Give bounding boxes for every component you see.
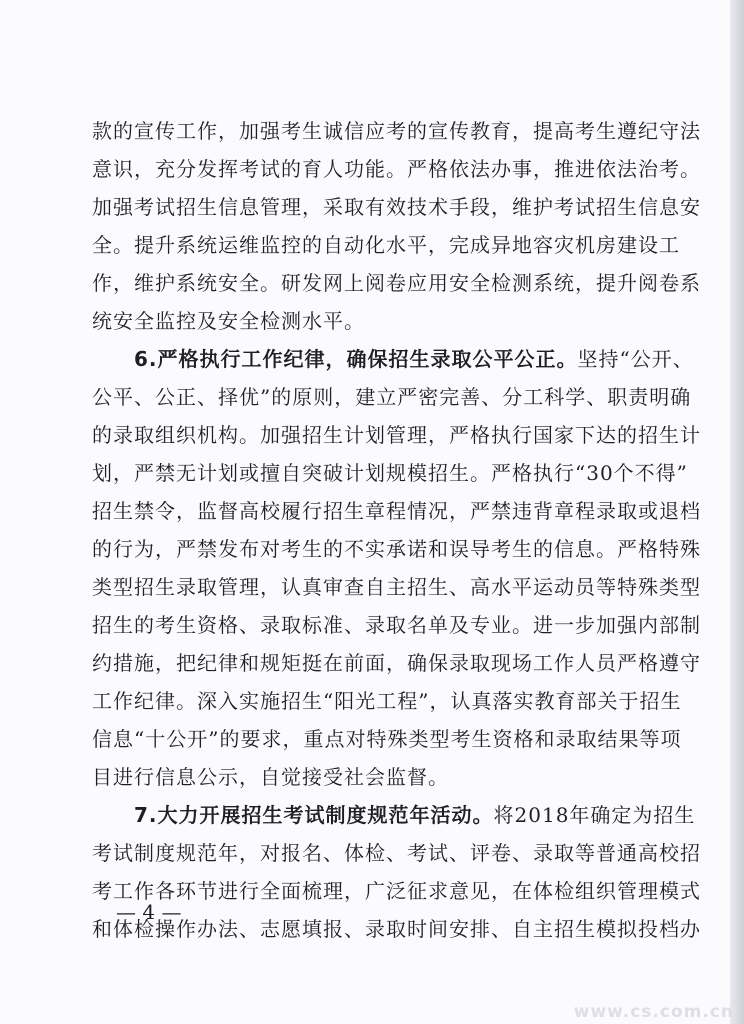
document-body xyxy=(92,112,701,948)
body-line: 工作纪律。深入实施招生“阳光工程”，认真落实教育部关于招生 xyxy=(92,689,682,713)
body-line: 考试制度规范年，对报名、体检、考试、评卷、录取等普通高校招 xyxy=(92,841,701,865)
body-line: 统安全监控及安全检测水平。 xyxy=(92,309,365,333)
body-line: 考工作各环节进行全面梳理，广泛征求意见，在体检组织管理模式 xyxy=(92,879,701,903)
page-edge-shadow xyxy=(730,0,744,1024)
section-7-heading: 7.大力开展招生考试制度规范年活动。 xyxy=(134,803,494,827)
body-line: 的行为，严禁发布对考生的不实承诺和误导考生的信息。严格特殊 xyxy=(92,537,701,561)
body-line: 意识，充分发挥考试的育人功能。严格依法办事，推进依法治考。 xyxy=(92,157,701,181)
body-line: 招生禁令，监督高校履行招生章程情况，严禁违背章程录取或退档 xyxy=(92,499,701,523)
body-line: 作，维护系统安全。研发网上阅卷应用安全检测系统，提升阅卷系 xyxy=(92,271,701,295)
body-line: 招生的考生资格、录取标准、录取名单及专业。进一步加强内部制 xyxy=(92,613,701,637)
body-line: 公平、公正、择优”的原则，建立严密完善、分工科学、职责明确 xyxy=(92,385,692,409)
page-number: — 4 — xyxy=(116,900,182,924)
section-6-heading: 6.严格执行工作纪律，确保招生录取公平公正。 xyxy=(134,347,578,371)
body-line: 信息“十公开”的要求，重点对特殊类型考生资格和录取结果等项 xyxy=(92,727,682,751)
body-line: 划，严禁无计划或擅自突破计划规模招生。严格执行“30个不得” xyxy=(92,461,688,485)
section-7-first-line xyxy=(92,796,696,834)
section-7-first-line-rest: 将2018年确定为招生 xyxy=(493,803,696,827)
body-line: 类型招生录取管理，认真审查自主招生、高水平运动员等特殊类型 xyxy=(92,575,701,599)
body-line: 全。提升系统运维监控的自动化水平，完成异地容灾机房建设工 xyxy=(92,233,680,257)
watermark: www.cs.com.cn xyxy=(573,1002,734,1022)
body-line: 约措施，把纪律和规矩挺在前面，确保录取现场工作人员严格遵守 xyxy=(92,651,701,675)
body-line: 款的宣传工作，加强考生诚信应考的宣传教育，提高考生遵纪守法 xyxy=(92,119,701,143)
body-line: 目进行信息公示，自觉接受社会监督。 xyxy=(92,765,449,789)
section-6-first-line xyxy=(92,340,694,378)
body-line: 的录取组织机构。加强招生计划管理，严格执行国家下达的招生计 xyxy=(92,423,701,447)
body-line: 加强考试招生信息管理，采取有效技术手段，维护考试招生信息安 xyxy=(92,195,701,219)
section-6-first-line-rest: 坚持“公开、 xyxy=(577,347,694,371)
body-line: 和体检操作办法、志愿填报、录取时间安排、自主招生模拟投档办 xyxy=(92,917,701,941)
